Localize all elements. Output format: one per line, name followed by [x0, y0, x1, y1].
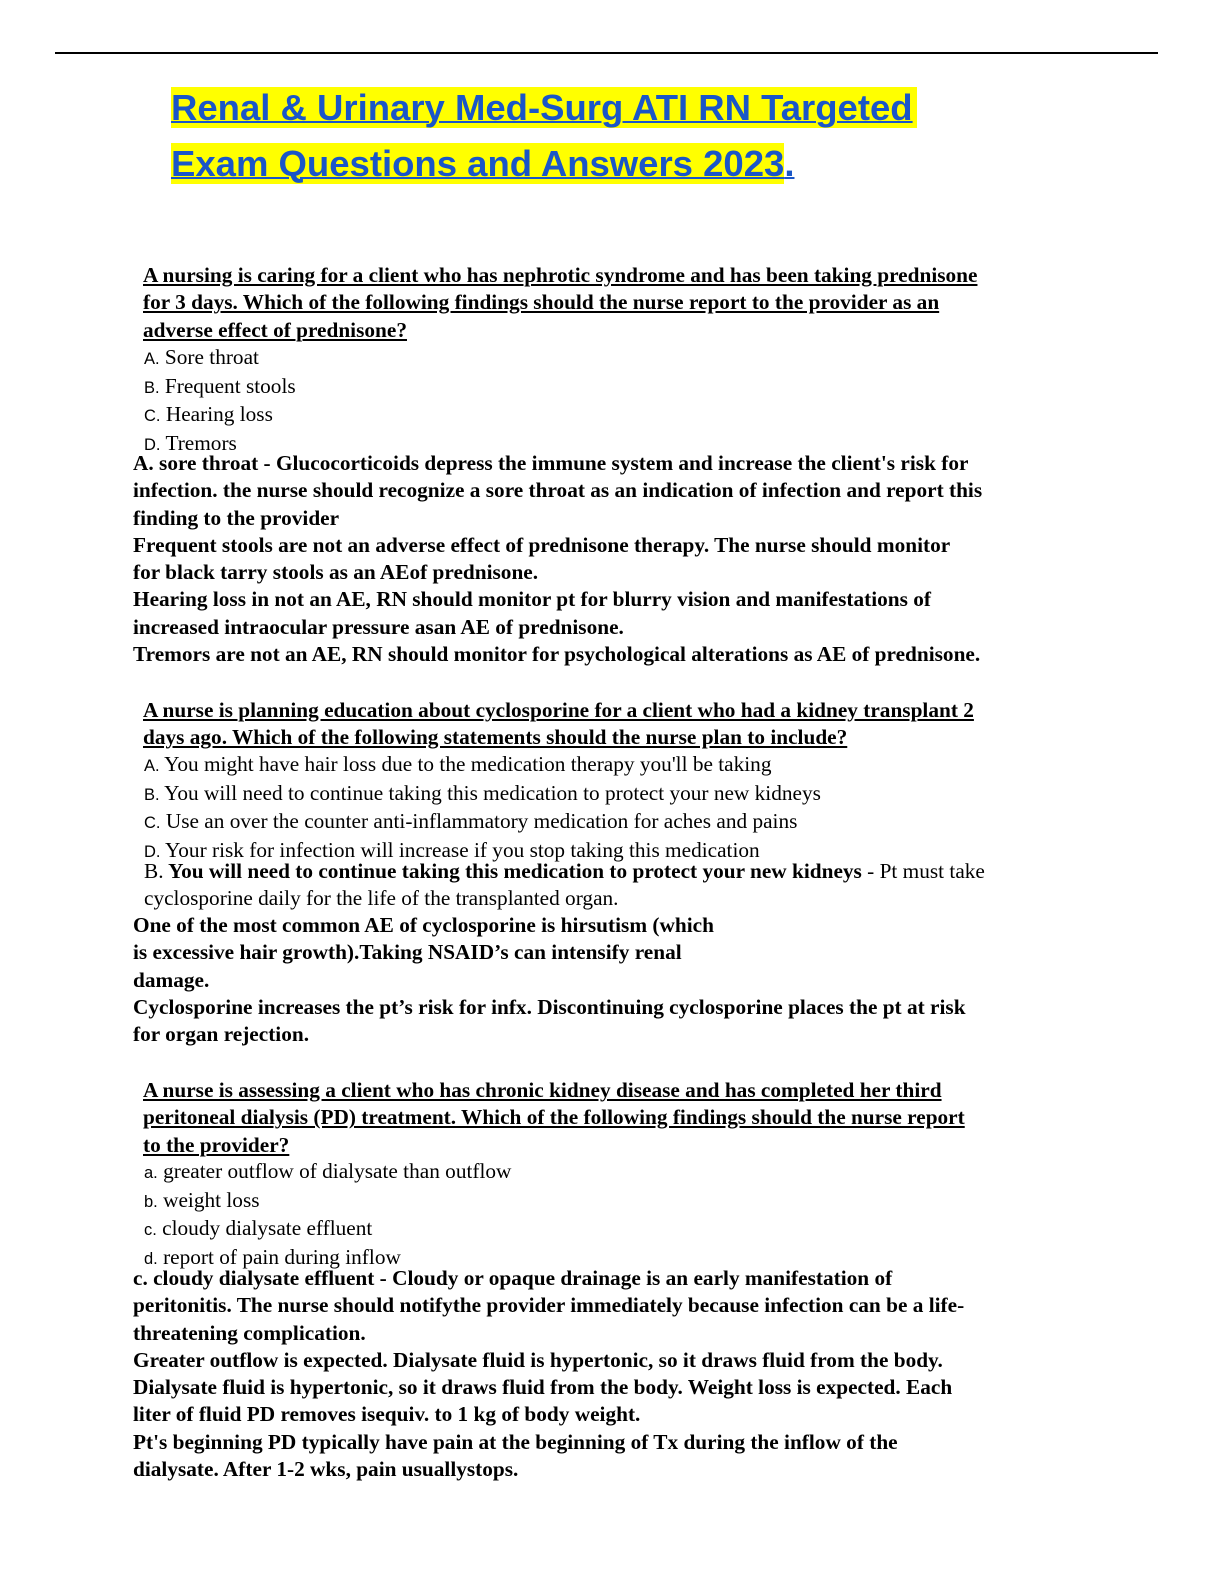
rationale-line: One of the most common AE of cyclosporine is hirsutism (which [133, 913, 714, 937]
question-1 [143, 262, 1103, 344]
question-1-line: adverse effect of prednisone? [143, 317, 407, 342]
answer-line: Greater outflow is expected. Dialysate fluid is hypertonic, so it draws fluid from the body. [133, 1347, 943, 1372]
option-item: A. Sore throat [144, 345, 259, 369]
answer-line: dialysate. After 1-2 wks, pain usuallystops. [133, 1457, 519, 1482]
question-3-options [144, 1158, 511, 1273]
answer-1 [133, 450, 1093, 668]
rationale-2 [133, 912, 1093, 1048]
answer-2-letter: B. [144, 859, 164, 883]
answer-line: Pt's beginning PD typically have pain at the beginning of Tx during the inflow of the [133, 1429, 898, 1454]
rationale-line: for organ rejection. [133, 1022, 310, 1047]
option-item: D. Tremors [144, 431, 237, 456]
option-item: b. weight loss [144, 1187, 260, 1212]
answer-line: Hearing loss in not an AE, RN should monitor pt for blurry vision and manifestations of [133, 587, 931, 612]
answer-line: threatening complication. [133, 1320, 366, 1345]
option-item: C. Use an over the counter anti-inflammatory medication for aches and pains [144, 809, 798, 834]
top-rule [55, 52, 1158, 54]
question-1-options [144, 344, 296, 459]
answer-line: cyclosporine daily for the life of the transplanted organ. [144, 886, 619, 910]
question-2 [143, 697, 1103, 752]
option-item: B. Frequent stools [144, 373, 296, 398]
answer-line: finding to the provider [133, 505, 340, 530]
answer-line: c. cloudy dialysate effluent - Cloudy or opaque drainage is an early manifestation of [133, 1266, 893, 1290]
rationale-line: Cyclosporine increases the pt’s risk for infx. Discontinuing cyclosporine places the pt at risk [133, 994, 966, 1019]
answer-2-rest: - Pt must take [861, 859, 985, 883]
option-item: B. You will need to continue taking this medication to protect your new kidneys [144, 780, 821, 805]
answer-line: liter of fluid PD removes isequiv. to 1 kg of body weight. [133, 1402, 641, 1427]
question-3-line: to the provider? [143, 1132, 290, 1157]
answer-3 [133, 1265, 1093, 1483]
option-item: d. report of pain during inflow [144, 1245, 401, 1270]
question-1-line: for 3 days. Which of the following findings should the nurse report to the provider as an [143, 290, 940, 315]
question-1-line: A nursing is caring for a client who has nephrotic syndrome and has been taking prednisone [143, 263, 978, 287]
answer-line [144, 858, 985, 885]
option-item: a. greater outflow of dialysate than outflow [144, 1159, 512, 1183]
option-item: D. Your risk for infection will increase if you stop taking this medication [144, 838, 760, 863]
answer-line: Tremors are not an AE, RN should monitor for psychological alterations as AE of prednisone. [133, 642, 981, 667]
question-3 [143, 1077, 1103, 1159]
answer-line: A. sore throat - Glucocorticoids depress the immune system and increase the client's risk for [133, 451, 969, 475]
question-2-line: days ago. Which of the following statements should the nurse plan to include? [143, 725, 848, 750]
rationale-line: is excessive hair growth).Taking NSAID’s can intensify renal [133, 940, 682, 965]
question-2-line: A nurse is planning education about cyclosporine for a client who had a kidney transplant 2 [143, 698, 974, 722]
answer-line: peritonitis. The nurse should notifythe provider immediately because infection can be a life- [133, 1293, 965, 1318]
answer-2 [144, 858, 985, 912]
rationale-line: damage. [133, 967, 210, 992]
question-3-line: A nurse is assessing a client who has chronic kidney disease and has completed her third [143, 1078, 942, 1102]
option-item: C. Hearing loss [144, 402, 273, 427]
title-line-1: Renal & Urinary Med-Surg ATI RN Targeted [171, 87, 917, 128]
answer-line: Frequent stools are not an adverse effect of prednisone therapy. The nurse should monitor [133, 532, 951, 557]
answer-line: Dialysate fluid is hypertonic, so it draws fluid from the body. Weight loss is expected. Each [133, 1375, 953, 1400]
answer-2-bold: You will need to continue taking this medication to protect your new kidneys [163, 859, 862, 883]
title-line-2: Exam Questions and Answers 2023 [171, 143, 785, 184]
answer-line: infection. the nurse should recognize a sore throat as an indication of infection and report this [133, 478, 983, 503]
title-period: . [784, 143, 795, 184]
question-3-line: peritoneal dialysis (PD) treatment. Which of the following findings should the nurse report [143, 1105, 965, 1130]
answer-line: increased intraocular pressure asan AE of prednisone. [133, 614, 624, 639]
option-item: A. You might have hair loss due to the medication therapy you'll be taking [144, 752, 772, 776]
question-2-options [144, 751, 821, 866]
answer-line: for black tarry stools as an AEof prednisone. [133, 560, 539, 585]
document-title [171, 80, 1071, 192]
option-item: c. cloudy dialysate effluent [144, 1216, 373, 1241]
